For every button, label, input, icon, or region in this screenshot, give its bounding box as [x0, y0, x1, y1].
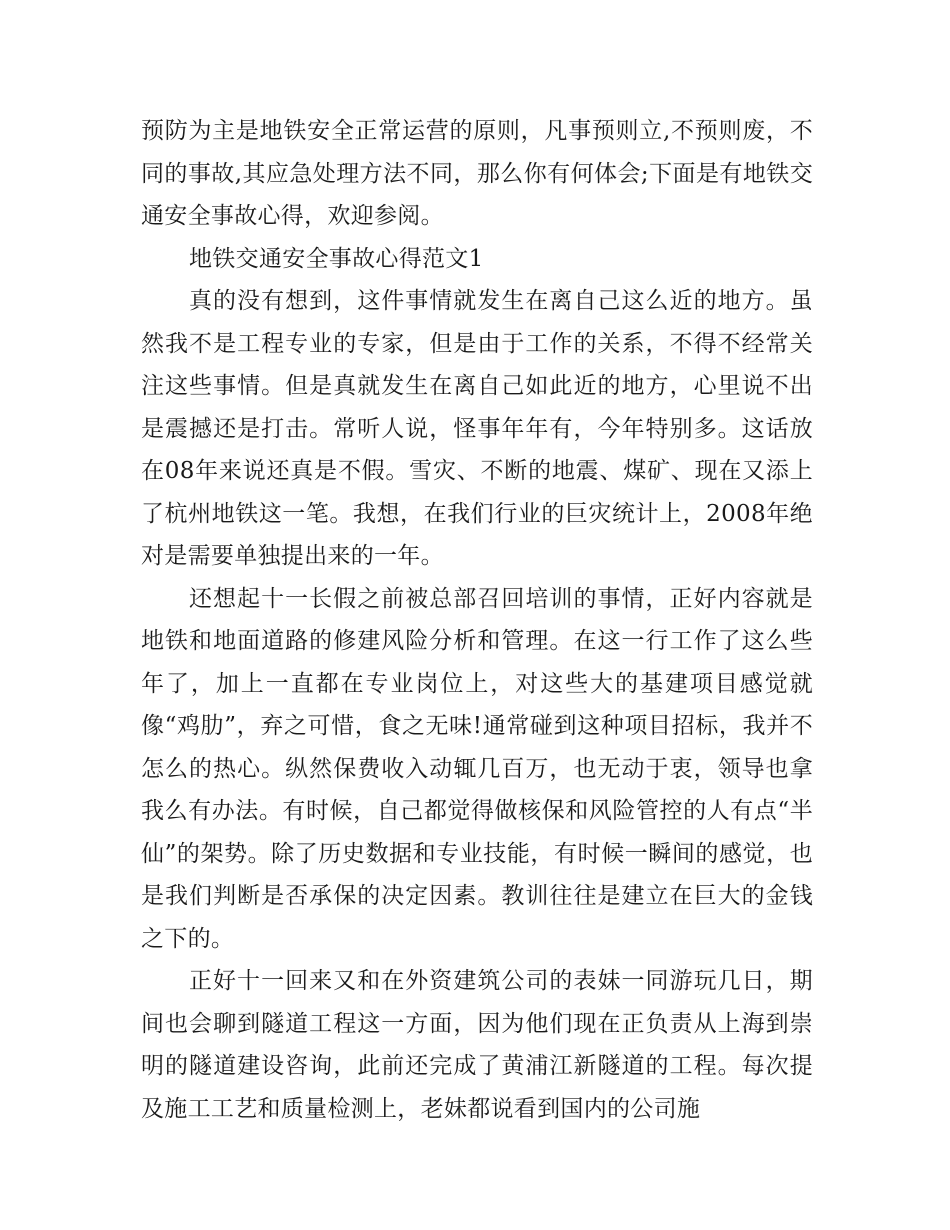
body-paragraph-1: 真的没有想到，这件事情就发生在离自己这么近的地方。虽然我不是工程专业的专家，但是由于工作的关系，不得不经常关注这些事情。但是真就发生在离自己如此近的地方，心里说不出是震撼还是打击。常听人说，怪事年年有，今年特别多。这话放在08年来说还真是不假。雪灾、不断的地震、煤矿、现在又添上了杭州地铁这一笔。我想，在我们行业的巨灾统计上，2008年绝对是需要单独提出来的一年。: [141, 288, 813, 569]
body-paragraph-3: 正好十一回来又和在外资建筑公司的表妹一同游玩几日，期间也会聊到隧道工程这一方面，因为他们现在正负责从上海到崇明的隧道建设咨询，此前还完成了黄浦江新隧道的工程。每次提及施工工艺和质量检测上，老妹都说看到国内的公司施: [141, 968, 813, 1122]
document-page: [141, 110, 813, 1130]
intro-paragraph: 预防为主是地铁安全正常运营的原则，凡事预则立,不预则废，不同的事故,其应急处理方法不同，那么你有何体会;下面是有地铁交通安全事故心得，欢迎参阅。: [141, 118, 813, 229]
section-heading: 地铁交通安全事故心得范文1: [189, 245, 484, 272]
body-paragraph-2: 还想起十一长假之前被总部召回培训的事情，正好内容就是地铁和地面道路的修建风险分析和管理。在这一行工作了这么些年了，加上一直都在专业岗位上，对这些大的基建项目感觉就像“鸡肋”，弃之可惜，食之无味!通常碰到这种项目招标，我并不怎么的热心。纵然保费收入动辄几百万，也无动于衷，领导也拿我么有办法。有时候，自己都觉得做核保和风险管控的人有点“半仙”的架势。除了历史数据和专业技能，有时候一瞬间的感觉，也是我们判断是否承保的决定因素。教训往往是建立在巨大的金钱之下的。: [141, 585, 813, 952]
